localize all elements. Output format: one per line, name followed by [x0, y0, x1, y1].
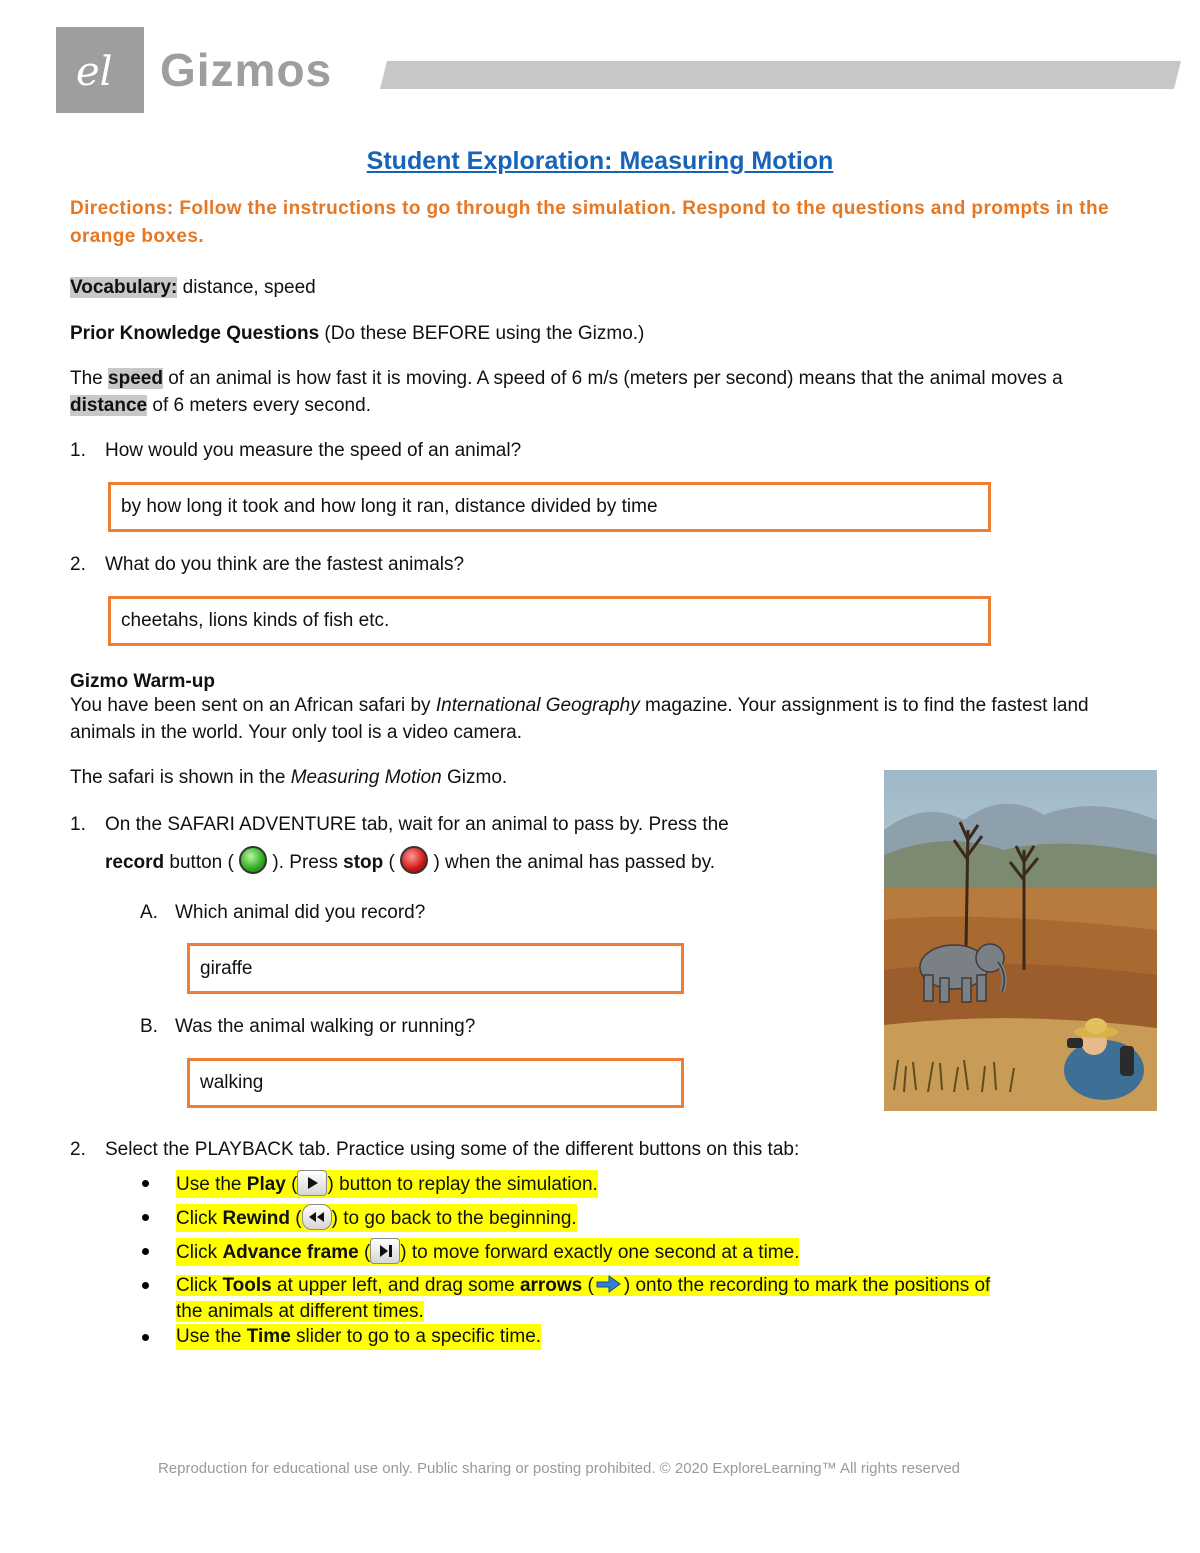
- prior-knowledge-title: Prior Knowledge Questions: [70, 323, 320, 344]
- intro-text: of an animal is how fast it is moving. A speed of 6 m/s (meters per second) means that the animal moves a: [162, 368, 1063, 389]
- question-text: Which animal did you record?: [175, 902, 426, 923]
- vocabulary-label: Vocabulary:: [70, 277, 178, 298]
- play-label: Play: [246, 1174, 286, 1195]
- step-text: On the SAFARI ADVENTURE tab, wait for an animal to pass by. Press the: [105, 814, 729, 835]
- step-text: ) when the animal has passed by.: [433, 852, 716, 873]
- prior-question-2: [70, 551, 464, 578]
- header-bar: [380, 61, 1181, 89]
- page-title: Student Exploration: Measuring Motion: [366, 147, 834, 175]
- bullet-part: at upper left, and drag some: [271, 1275, 520, 1296]
- svg-text:el: el: [76, 49, 113, 95]
- bullet-text: [176, 1238, 799, 1266]
- warmup-paragraph: [70, 692, 1130, 746]
- bullet-part: ) to move forward exactly one second at a time.: [400, 1242, 800, 1263]
- term-speed: speed: [108, 368, 163, 389]
- answer-text: walking: [200, 1072, 264, 1093]
- record-button-icon: [239, 846, 267, 874]
- step-text: Select the PLAYBACK tab. Practice using some of the different buttons on this tab:: [105, 1139, 800, 1160]
- question-a: [140, 899, 425, 926]
- bullet-part: Click: [176, 1275, 223, 1296]
- question-text: What do you think are the fastest animals?: [105, 554, 465, 575]
- step-text: button (: [164, 852, 234, 873]
- step-text: (: [383, 852, 395, 873]
- question-letter: B.: [140, 1016, 158, 1037]
- bullet-icon: [142, 1214, 149, 1221]
- bullet-part: Click: [176, 1242, 223, 1263]
- bullet-tools: [142, 1272, 1122, 1324]
- warmup-text: The safari is shown in the: [70, 767, 291, 788]
- gizmo-name: Measuring Motion: [290, 767, 442, 788]
- stop-label: stop: [343, 852, 384, 873]
- rewind-label: Rewind: [222, 1208, 291, 1229]
- advance-frame-icon: [370, 1238, 400, 1264]
- bullet-part: ) onto the recording to mark the positions of: [623, 1275, 991, 1296]
- bullet-part: the animals at different times.: [176, 1301, 424, 1322]
- copyright-footer: Reproduction for educational use only. Public sharing or posting prohibited. © 2020 ExploreLearning™ All rights reserved: [157, 1460, 961, 1477]
- question-b: [140, 1013, 475, 1040]
- bullet-icon: [142, 1334, 149, 1341]
- prior-knowledge-note: (Do these BEFORE using the Gizmo.): [319, 323, 645, 344]
- tools-label: Tools: [222, 1275, 272, 1296]
- bullet-rewind: [142, 1204, 1122, 1230]
- vocabulary: [70, 274, 316, 301]
- time-label: Time: [246, 1326, 291, 1347]
- bullet-part: Use the: [176, 1326, 247, 1347]
- magazine-name: International Geography: [435, 695, 640, 716]
- step-number: 1.: [70, 814, 86, 835]
- answer-box-1[interactable]: [108, 482, 991, 532]
- question-text: How would you measure the speed of an animal?: [105, 440, 522, 461]
- bullet-part: Use the: [176, 1174, 247, 1195]
- bullet-time-slider: [142, 1324, 1122, 1350]
- question-letter: A.: [140, 902, 158, 923]
- gizmos-brand: Gizmos: [160, 44, 333, 96]
- bullet-advance-frame: [142, 1238, 1122, 1264]
- rewind-icon: [302, 1204, 332, 1230]
- bullet-part: Click: [176, 1208, 223, 1229]
- bullet-text: [176, 1324, 541, 1350]
- bullet-text: [176, 1204, 577, 1232]
- stop-button-icon: [400, 846, 428, 874]
- step-text: ). Press: [272, 852, 344, 873]
- arrow-tool-icon: [594, 1272, 624, 1298]
- answer-text: by how long it took and how long it ran, distance divided by time: [121, 496, 658, 517]
- bullet-part: (: [290, 1208, 302, 1229]
- question-number: 1.: [70, 440, 86, 461]
- el-logo-icon: [56, 27, 144, 113]
- vocabulary-terms: distance, speed: [177, 277, 316, 298]
- bullet-text: [176, 1272, 990, 1325]
- prior-knowledge-heading: [70, 320, 644, 347]
- warmup-title: Gizmo Warm-up: [70, 671, 215, 692]
- bullet-play: [142, 1170, 1122, 1196]
- step-2: [70, 1136, 799, 1163]
- bullet-part: slider to go to a specific time.: [290, 1326, 542, 1347]
- play-icon: [297, 1170, 327, 1196]
- warmup-text: magazine. Your assignment is to find the fastest land animals in the world. Your only tool is a video camera.: [70, 695, 1089, 743]
- warmup-text: You have been sent on an African safari by: [70, 695, 436, 716]
- intro-text: The: [70, 368, 109, 389]
- warmup-paragraph-2: [70, 764, 507, 791]
- bullet-part: ) to go back to the beginning.: [331, 1208, 577, 1229]
- intro-paragraph: [70, 365, 1130, 419]
- warmup-heading: [70, 668, 215, 695]
- bullet-icon: [142, 1248, 149, 1255]
- record-label: record: [105, 852, 165, 873]
- prior-question-1: [70, 437, 521, 464]
- intro-text: of 6 meters every second.: [147, 395, 371, 416]
- gizmos-logo-mark: [56, 27, 144, 113]
- bullet-icon: [142, 1282, 149, 1289]
- question-number: 2.: [70, 554, 86, 575]
- step-1-line-2: [105, 846, 715, 876]
- answer-box-b[interactable]: [187, 1058, 684, 1108]
- bullet-part: (: [582, 1275, 594, 1296]
- warmup-text: Gizmo.: [441, 767, 508, 788]
- directions: Directions: Follow the instructions to go through the simulation. Respond to the questions and prompts in the orange boxes.: [70, 198, 1109, 247]
- advance-frame-label: Advance frame: [222, 1242, 359, 1263]
- bullet-icon: [142, 1180, 149, 1187]
- step-number: 2.: [70, 1139, 86, 1160]
- answer-text: cheetahs, lions kinds of fish etc.: [121, 610, 390, 631]
- step-1-line-1: [70, 811, 729, 838]
- bullet-text: [176, 1170, 598, 1198]
- answer-text: giraffe: [200, 957, 253, 979]
- answer-box-a[interactable]: [187, 943, 684, 994]
- arrows-label: arrows: [519, 1275, 583, 1296]
- safari-illustration: [884, 770, 1157, 1111]
- question-text: Was the animal walking or running?: [175, 1016, 476, 1037]
- safari-scene-image: [884, 770, 1157, 1111]
- bullet-part: (: [285, 1174, 298, 1195]
- term-distance: distance: [70, 395, 148, 416]
- bullet-part: ) button to replay the simulation.: [327, 1174, 598, 1195]
- bullet-part: (: [358, 1242, 371, 1263]
- answer-box-2[interactable]: [108, 596, 991, 646]
